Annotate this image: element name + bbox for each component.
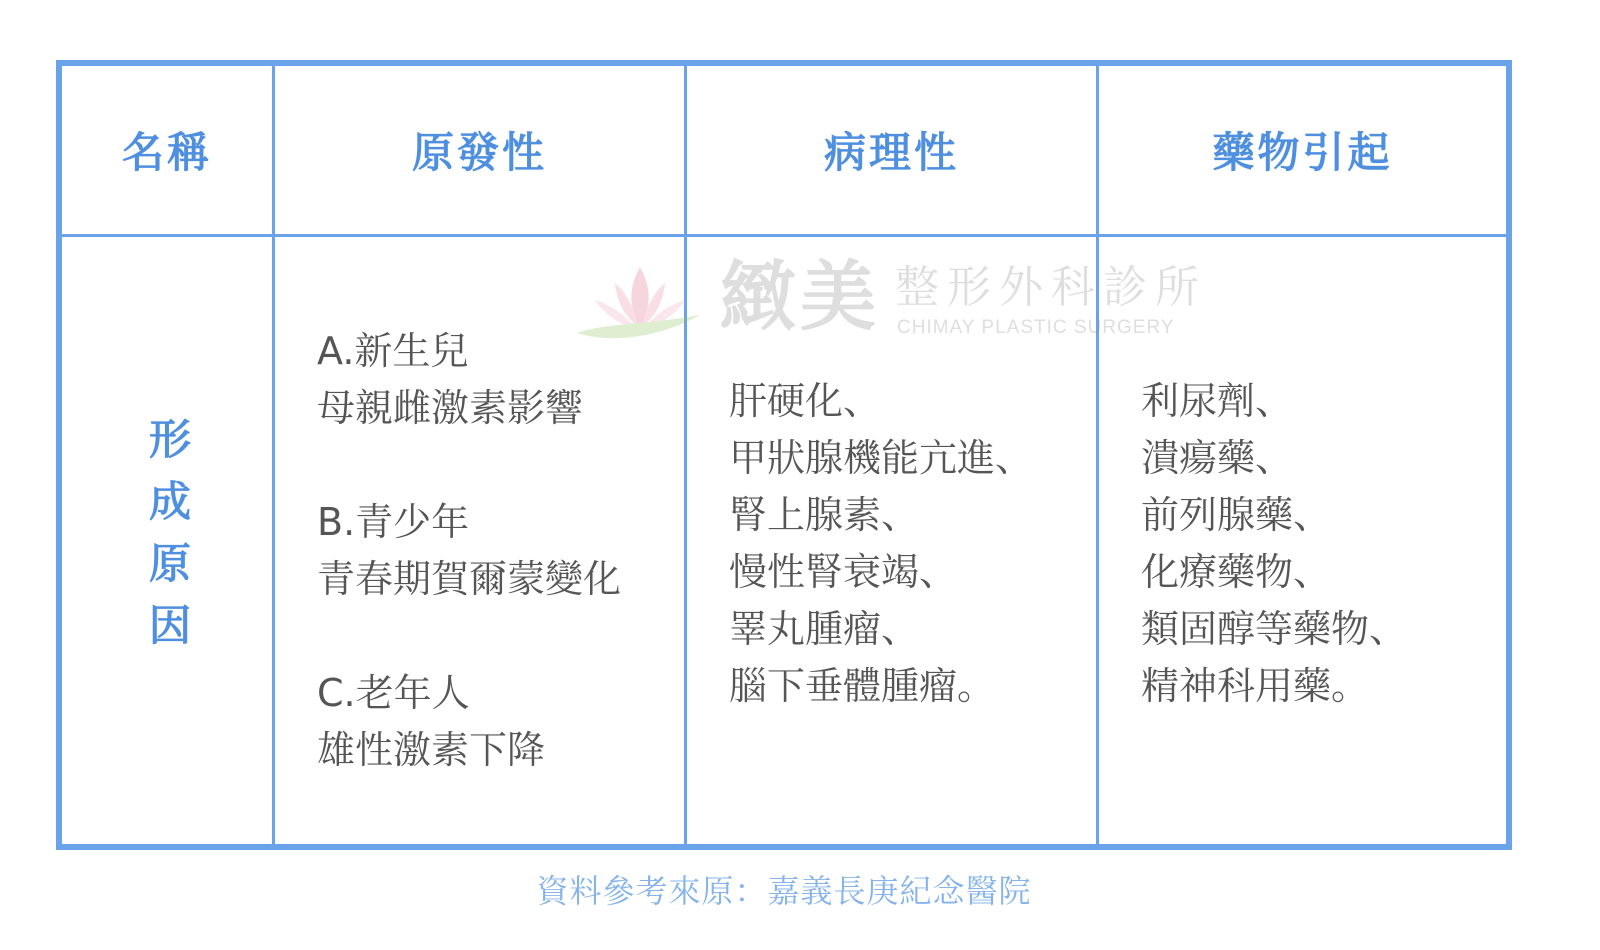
drug-induced-cell <box>1099 237 1506 844</box>
row-label: 形成原因 <box>143 416 192 665</box>
pathological-text: 肝硬化、 甲狀腺機能亢進、 腎上腺素、 慢性腎衰竭、 睪丸腫瘤、 腦下垂體腫瘤。 <box>729 379 1034 708</box>
source-footnote: 資料參考來原：嘉義長庚紀念醫院 <box>536 872 1032 910</box>
row-label-cell <box>62 237 275 844</box>
watermark-clinic: 整形外科診所 <box>895 262 1207 313</box>
header-primary <box>275 66 687 237</box>
header-primary-label: 原發性 <box>411 128 547 177</box>
header-name <box>62 66 275 237</box>
pathological-cell <box>687 237 1099 844</box>
watermark-english: CHIMAY PLASTIC SURGERY <box>897 317 1175 338</box>
header-pathological-label: 病理性 <box>823 128 959 177</box>
primary-cell <box>275 237 687 844</box>
watermark-brand: 緻美 <box>720 252 880 341</box>
cause-table <box>56 60 1512 850</box>
header-pathological <box>687 66 1099 237</box>
primary-text: A.新生兒 母親雌激素影響 B.青少年 青春期賀爾蒙變化 C.老年人 雄性激素下降 <box>317 329 622 772</box>
header-drug-induced <box>1099 66 1506 237</box>
header-name-label: 名稱 <box>121 128 212 177</box>
header-drug-induced-label: 藥物引起 <box>1212 128 1393 177</box>
drug-induced-text: 利尿劑、 潰瘍藥、 前列腺藥、 化療藥物、 類固醇等藥物、 精神科用藥。 <box>1141 379 1408 708</box>
